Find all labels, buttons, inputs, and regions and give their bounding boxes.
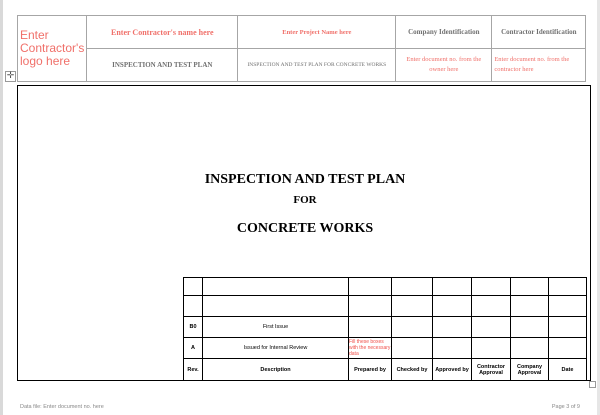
table-resize-handle[interactable] xyxy=(589,381,596,388)
approved-cell[interactable] xyxy=(433,338,472,359)
col-header-approved: Approved by xyxy=(433,359,472,381)
description-cell[interactable] xyxy=(203,278,349,296)
date-cell[interactable] xyxy=(549,317,587,338)
move-icon[interactable]: ✛ xyxy=(6,71,15,81)
contractor-doc-no[interactable]: Enter document no. from the contractor here xyxy=(492,49,586,82)
contractor-approval-cell[interactable] xyxy=(472,317,511,338)
header-table xyxy=(17,15,586,82)
contractor-approval-cell[interactable] xyxy=(472,338,511,359)
cover-for: FOR xyxy=(293,194,317,206)
prepared-cell[interactable] xyxy=(349,296,392,317)
company-approval-cell[interactable] xyxy=(511,338,549,359)
col-header-prepared: Prepared by xyxy=(349,359,392,381)
checked-cell[interactable] xyxy=(392,317,433,338)
table-row xyxy=(184,278,587,296)
approved-cell[interactable] xyxy=(433,278,472,296)
date-cell[interactable] xyxy=(549,296,587,317)
table-row xyxy=(184,338,587,359)
col-header-rev: Rev. xyxy=(184,359,203,381)
checked-cell[interactable] xyxy=(392,278,433,296)
doc-subtitle[interactable]: INSPECTION AND TEST PLAN FOR CONCRETE WORKS xyxy=(238,49,396,82)
rev-cell[interactable]: A xyxy=(184,338,203,359)
col-header-contractor-approval: Contractor Approval xyxy=(472,359,511,381)
company-id-label: Company Identification xyxy=(396,16,492,49)
project-name[interactable]: Enter Project Name here xyxy=(238,16,396,49)
header-row xyxy=(184,359,587,381)
approved-cell[interactable] xyxy=(433,317,472,338)
date-cell[interactable] xyxy=(549,278,587,296)
contractor-id-label: Contractor Identification xyxy=(492,16,586,49)
table-row xyxy=(184,296,587,317)
table-row xyxy=(184,317,587,338)
footer-page-number: Page 3 of 9 xyxy=(551,404,580,410)
owner-doc-no[interactable]: Enter document no. from the owner here xyxy=(396,49,492,82)
contractor-approval-cell[interactable] xyxy=(472,296,511,317)
checked-cell[interactable] xyxy=(392,296,433,317)
prepared-cell[interactable] xyxy=(349,278,392,296)
description-cell[interactable]: First Issue xyxy=(203,317,349,338)
company-approval-cell[interactable] xyxy=(511,317,549,338)
col-header-date: Date xyxy=(549,359,587,381)
rev-cell[interactable] xyxy=(184,296,203,317)
cover-title: INSPECTION AND TEST PLAN xyxy=(204,172,406,187)
col-header-checked: Checked by xyxy=(392,359,433,381)
contractor-name[interactable]: Enter Contractor's name here xyxy=(87,16,238,49)
description-cell[interactable] xyxy=(203,296,349,317)
contractor-approval-cell[interactable] xyxy=(472,278,511,296)
col-header-description: Description xyxy=(203,359,349,381)
logo-placeholder[interactable]: Enter Contractor's logo here xyxy=(18,16,87,82)
prepared-cell[interactable]: Fill these boxes with the necessary data xyxy=(349,339,391,357)
doc-title[interactable]: INSPECTION AND TEST PLAN xyxy=(87,49,238,82)
company-approval-cell[interactable] xyxy=(511,278,549,296)
checked-cell[interactable] xyxy=(392,338,433,359)
rev-cell[interactable]: B0 xyxy=(184,317,203,338)
col-header-company-approval: Company Approval xyxy=(511,359,549,381)
prepared-cell[interactable] xyxy=(349,317,392,338)
cover-subject: CONCRETE WORKS xyxy=(236,221,374,236)
description-cell[interactable]: Issued for Internal Review xyxy=(203,338,349,359)
footer-data-file: Data file: Enter document no. here xyxy=(20,404,104,410)
page-gutter-left xyxy=(0,0,3,415)
approved-cell[interactable] xyxy=(433,296,472,317)
rev-cell[interactable] xyxy=(184,278,203,296)
revision-table xyxy=(183,277,587,381)
date-cell[interactable] xyxy=(549,338,587,359)
company-approval-cell[interactable] xyxy=(511,296,549,317)
